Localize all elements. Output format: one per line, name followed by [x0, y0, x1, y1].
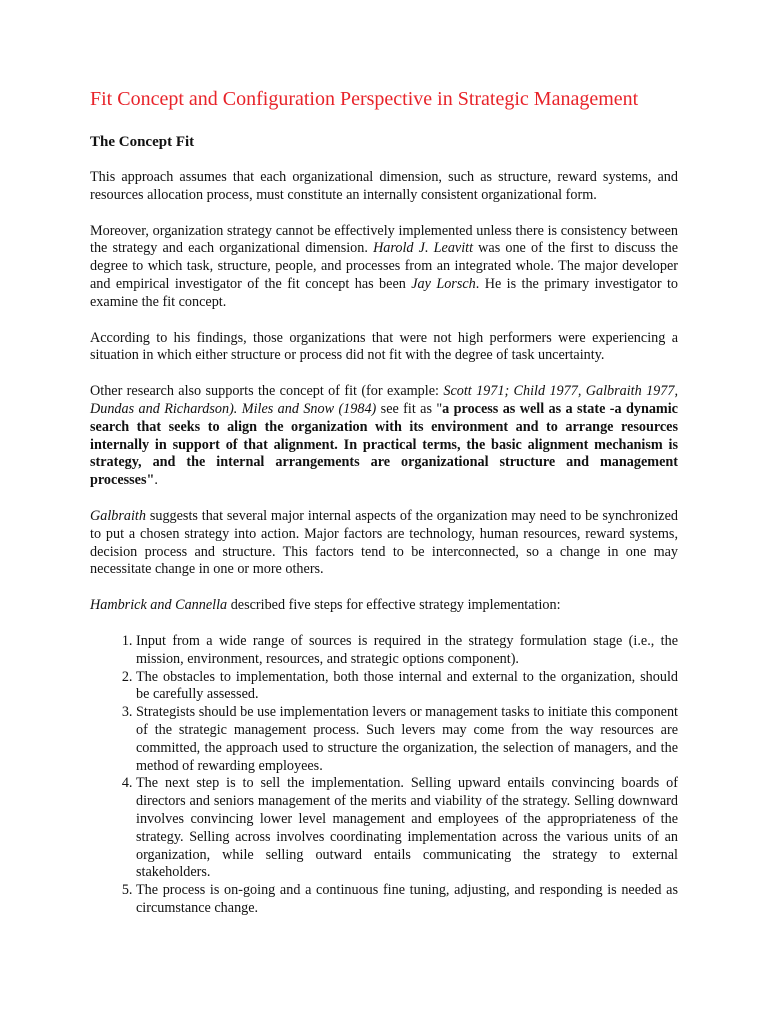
p6-name-hambrick: Hambrick and Cannella	[90, 597, 228, 614]
p4-bold-quote: a process as well as a state -a dynamic search that seeks to align the organization with its environment and to arrange resources internally in support of that alignment. In practical terms, the basic alignment mechanism is strategy, and the internal arrangements are organizational structure and management processes"	[90, 400, 678, 489]
p4-text-b: see fit as "	[376, 400, 443, 417]
p2-text-c: . He is the primary investigator to examine the fit concept.	[90, 275, 678, 310]
p2-text-b: was one of the first to discuss the degree to which task, structure, people, and processes from an integrated whole. The major developer and empirical investigator of the fit concept has been	[90, 240, 679, 292]
p2-name-leavitt: Harold J. Leavitt	[373, 240, 474, 257]
list-item: 4. The next step is to sell the implementation. Selling upward entails convincing boards of directors and seniors management of the merits and viability of the strategy. Selling downward involves convincing lower level management and employees of the appropriateness of the strategy. Selling across involves coordinating implementation across the various units of an organization, while selling outward entails communicating the strategy to external stakeholders.	[136, 775, 678, 882]
p6-text: described five steps for effective strategy implementation:	[227, 597, 561, 614]
list-item: 1. Input from a wide range of sources is required in the strategy formulation stage (i.e., the mission, environment, resources, and strategic options component).	[136, 633, 678, 669]
paragraph-5	[90, 508, 678, 579]
paragraph-4	[90, 383, 678, 490]
document-title: Fit Concept and Configuration Perspective in Strategic Management	[90, 88, 639, 110]
paragraph-3: According to his findings, those organizations that were not high performers were experiencing a situation in which either structure or process did not fit with the degree of task uncertainty.	[90, 329, 678, 364]
p2-name-lorsch: Jay Lorsch	[411, 275, 476, 292]
steps-list	[90, 633, 678, 918]
list-item: 3. Strategists should be use implementation levers or management tasks to initiate this component of the strategic management process. Such levers may come from the way resources are committed, the approach used to structure the organization, the selection of managers, and the method of rewarding employees.	[136, 704, 678, 775]
p4-citations: Scott 1971; Child 1977, Galbraith 1977, Dundas and Richardson). Miles and Snow (1984)	[90, 383, 679, 417]
list-item: 5. The process is on-going and a continuous fine tuning, adjusting, and responding is needed as circumstance change.	[136, 882, 678, 918]
p2-text-a: Moreover, organization strategy cannot be effectively implemented unless there is consistency between the strategy and each organizational dimension.	[90, 222, 678, 257]
p5-name-galbraith: Galbraith	[90, 507, 146, 524]
paragraph-1: This approach assumes that each organizational dimension, such as structure, reward systems, and resources allocation process, must constitute an internally consistent organizational form.	[90, 169, 678, 203]
p4-text-a: Other research also supports the concept of fit (for example:	[90, 383, 444, 400]
paragraph-2	[90, 223, 678, 312]
p5-text: suggests that several major internal aspects of the organization may need to be synchronized to put a chosen strategy into action. Major factors are technology, human resources, reward systems, decision process and structure. This factors tend to be interconnected, so a change in one may necessitate change in one or more others.	[90, 507, 678, 578]
paragraph-6	[90, 597, 678, 615]
section-heading: The Concept Fit	[90, 134, 195, 150]
document-page	[90, 86, 678, 918]
list-item: 2. The obstacles to implementation, both those internal and external to the organization, should be carefully assessed.	[136, 669, 678, 705]
p4-text-c: .	[154, 472, 158, 489]
